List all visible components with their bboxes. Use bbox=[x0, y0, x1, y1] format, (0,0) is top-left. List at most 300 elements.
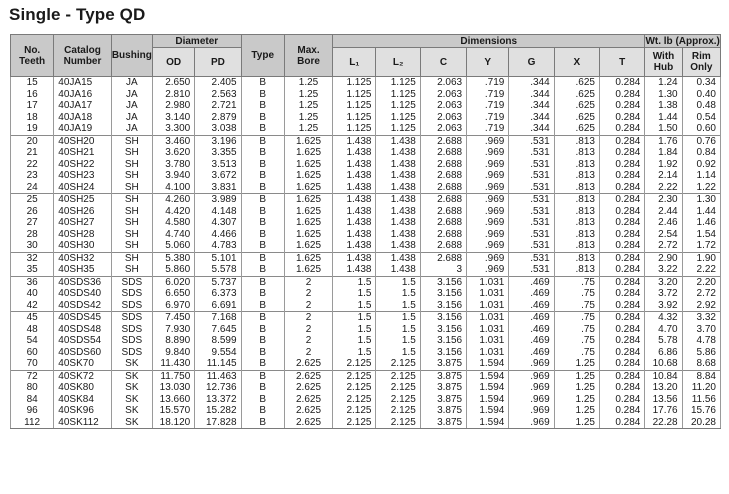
cell-l2: 1.438 bbox=[376, 147, 420, 159]
cell-l1: 1.5 bbox=[333, 288, 376, 300]
table-row bbox=[11, 123, 721, 135]
col-group-weight: Wt. lb (Approx.) bbox=[645, 35, 720, 47]
table-row bbox=[11, 240, 721, 252]
cell-g: .969 bbox=[509, 370, 554, 382]
cell-catalog-number: 40SDS48 bbox=[54, 324, 111, 336]
cell-pd: 7.645 bbox=[195, 324, 241, 336]
cell-l1: 1.438 bbox=[333, 252, 376, 264]
cell-max-bore: 2 bbox=[284, 324, 332, 336]
cell-weight-with-hub: 13.20 bbox=[645, 382, 682, 394]
cell-l2: 2.125 bbox=[376, 405, 420, 417]
cell-l2: 1.438 bbox=[376, 135, 420, 147]
cell-bushing: SDS bbox=[111, 288, 152, 300]
cell-pd: 11.463 bbox=[195, 370, 241, 382]
cell-l2: 1.438 bbox=[376, 159, 420, 171]
cell-c: 2.688 bbox=[420, 135, 466, 147]
cell-max-bore: 2 bbox=[284, 347, 332, 359]
cell-bushing: SH bbox=[111, 229, 152, 241]
cell-l2: 1.5 bbox=[376, 300, 420, 312]
cell-l2: 2.125 bbox=[376, 417, 420, 429]
cell-catalog-number: 40SK112 bbox=[54, 417, 111, 429]
cell-weight-with-hub: 22.28 bbox=[645, 417, 682, 429]
cell-l1: 1.5 bbox=[333, 324, 376, 336]
cell-type: B bbox=[241, 147, 284, 159]
cell-x: .813 bbox=[554, 240, 599, 252]
cell-l1: 2.125 bbox=[333, 394, 376, 406]
cell-type: B bbox=[241, 335, 284, 347]
cell-teeth: 60 bbox=[11, 347, 54, 359]
cell-y: 1.594 bbox=[467, 382, 509, 394]
cell-od: 11.750 bbox=[152, 370, 194, 382]
col-header-l2: L₂ bbox=[376, 48, 420, 77]
cell-bushing: SH bbox=[111, 206, 152, 218]
cell-g: .531 bbox=[509, 135, 554, 147]
cell-l1: 1.438 bbox=[333, 159, 376, 171]
cell-max-bore: 2.625 bbox=[284, 417, 332, 429]
cell-l2: 2.125 bbox=[376, 382, 420, 394]
cell-pd: 15.282 bbox=[195, 405, 241, 417]
cell-weight-with-hub: 2.54 bbox=[645, 229, 682, 241]
cell-weight-with-hub: 1.30 bbox=[645, 89, 682, 101]
cell-x: .625 bbox=[554, 123, 599, 135]
cell-pd: 13.372 bbox=[195, 394, 241, 406]
cell-max-bore: 1.25 bbox=[284, 89, 332, 101]
col-header-with-hub: With Hub bbox=[645, 48, 682, 77]
col-header-pd: PD bbox=[195, 48, 241, 77]
cell-t: 0.284 bbox=[600, 264, 645, 276]
cell-weight-rim-only: 0.84 bbox=[682, 147, 720, 159]
cell-y: .719 bbox=[467, 112, 509, 124]
cell-max-bore: 1.25 bbox=[284, 100, 332, 112]
cell-bushing: SDS bbox=[111, 276, 152, 288]
cell-x: .625 bbox=[554, 112, 599, 124]
cell-y: .969 bbox=[467, 170, 509, 182]
cell-g: .531 bbox=[509, 206, 554, 218]
cell-type: B bbox=[241, 229, 284, 241]
cell-c: 3.156 bbox=[420, 276, 466, 288]
cell-catalog-number: 40SDS45 bbox=[54, 312, 111, 324]
cell-bushing: SDS bbox=[111, 347, 152, 359]
cell-x: .75 bbox=[554, 335, 599, 347]
table-body bbox=[11, 77, 721, 429]
cell-l2: 1.438 bbox=[376, 229, 420, 241]
cell-weight-with-hub: 4.32 bbox=[645, 312, 682, 324]
table-row bbox=[11, 335, 721, 347]
table-row bbox=[11, 147, 721, 159]
cell-l1: 1.438 bbox=[333, 182, 376, 194]
table-row bbox=[11, 135, 721, 147]
cell-max-bore: 1.25 bbox=[284, 112, 332, 124]
cell-y: .969 bbox=[467, 264, 509, 276]
cell-pd: 11.145 bbox=[195, 358, 241, 370]
cell-g: .531 bbox=[509, 159, 554, 171]
cell-c: 2.063 bbox=[420, 100, 466, 112]
cell-g: .531 bbox=[509, 264, 554, 276]
cell-max-bore: 2 bbox=[284, 312, 332, 324]
cell-catalog-number: 40SH22 bbox=[54, 159, 111, 171]
cell-t: 0.284 bbox=[600, 147, 645, 159]
cell-g: .531 bbox=[509, 194, 554, 206]
cell-type: B bbox=[241, 89, 284, 101]
cell-pd: 4.783 bbox=[195, 240, 241, 252]
cell-l1: 1.125 bbox=[333, 123, 376, 135]
cell-l1: 1.5 bbox=[333, 276, 376, 288]
cell-catalog-number: 40SK72 bbox=[54, 370, 111, 382]
cell-y: .719 bbox=[467, 77, 509, 89]
cell-l2: 1.438 bbox=[376, 206, 420, 218]
cell-max-bore: 1.625 bbox=[284, 217, 332, 229]
cell-type: B bbox=[241, 77, 284, 89]
cell-weight-with-hub: 1.24 bbox=[645, 77, 682, 89]
cell-bushing: SK bbox=[111, 405, 152, 417]
cell-catalog-number: 40SH20 bbox=[54, 135, 111, 147]
cell-catalog-number: 40SDS36 bbox=[54, 276, 111, 288]
cell-bushing: SH bbox=[111, 194, 152, 206]
cell-x: 1.25 bbox=[554, 382, 599, 394]
cell-weight-rim-only: 8.68 bbox=[682, 358, 720, 370]
cell-bushing: SK bbox=[111, 370, 152, 382]
cell-c: 3.875 bbox=[420, 358, 466, 370]
cell-l1: 1.5 bbox=[333, 312, 376, 324]
cell-bushing: SH bbox=[111, 159, 152, 171]
cell-max-bore: 1.25 bbox=[284, 123, 332, 135]
cell-bushing: SDS bbox=[111, 312, 152, 324]
cell-l2: 1.125 bbox=[376, 77, 420, 89]
cell-catalog-number: 40JA17 bbox=[54, 100, 111, 112]
cell-teeth: 84 bbox=[11, 394, 54, 406]
cell-catalog-number: 40SK84 bbox=[54, 394, 111, 406]
cell-max-bore: 2 bbox=[284, 288, 332, 300]
cell-weight-rim-only: 3.70 bbox=[682, 324, 720, 336]
cell-l1: 1.438 bbox=[333, 135, 376, 147]
cell-catalog-number: 40SH21 bbox=[54, 147, 111, 159]
cell-od: 2.810 bbox=[152, 89, 194, 101]
cell-bushing: SDS bbox=[111, 300, 152, 312]
cell-g: .531 bbox=[509, 182, 554, 194]
cell-t: 0.284 bbox=[600, 100, 645, 112]
cell-l1: 2.125 bbox=[333, 358, 376, 370]
cell-teeth: 27 bbox=[11, 217, 54, 229]
cell-x: 1.25 bbox=[554, 358, 599, 370]
cell-od: 3.940 bbox=[152, 170, 194, 182]
cell-max-bore: 1.625 bbox=[284, 264, 332, 276]
cell-c: 3.875 bbox=[420, 405, 466, 417]
cell-x: .813 bbox=[554, 135, 599, 147]
cell-bushing: JA bbox=[111, 100, 152, 112]
cell-bushing: SK bbox=[111, 382, 152, 394]
cell-catalog-number: 40SDS40 bbox=[54, 288, 111, 300]
cell-od: 13.030 bbox=[152, 382, 194, 394]
cell-pd: 6.691 bbox=[195, 300, 241, 312]
cell-weight-rim-only: 5.86 bbox=[682, 347, 720, 359]
cell-t: 0.284 bbox=[600, 135, 645, 147]
cell-c: 2.688 bbox=[420, 159, 466, 171]
cell-l2: 1.5 bbox=[376, 324, 420, 336]
cell-teeth: 28 bbox=[11, 229, 54, 241]
cell-teeth: 80 bbox=[11, 382, 54, 394]
cell-y: .969 bbox=[467, 240, 509, 252]
cell-max-bore: 2.625 bbox=[284, 405, 332, 417]
cell-pd: 2.405 bbox=[195, 77, 241, 89]
cell-teeth: 19 bbox=[11, 123, 54, 135]
cell-x: .813 bbox=[554, 147, 599, 159]
cell-catalog-number: 40SDS42 bbox=[54, 300, 111, 312]
cell-y: .969 bbox=[467, 206, 509, 218]
cell-y: .969 bbox=[467, 135, 509, 147]
cell-c: 2.063 bbox=[420, 112, 466, 124]
cell-g: .969 bbox=[509, 382, 554, 394]
cell-c: 2.688 bbox=[420, 170, 466, 182]
cell-y: .969 bbox=[467, 194, 509, 206]
cell-max-bore: 1.625 bbox=[284, 135, 332, 147]
cell-l2: 1.5 bbox=[376, 335, 420, 347]
table-row bbox=[11, 417, 721, 429]
cell-x: .625 bbox=[554, 89, 599, 101]
cell-weight-with-hub: 3.92 bbox=[645, 300, 682, 312]
cell-max-bore: 2 bbox=[284, 300, 332, 312]
cell-weight-with-hub: 6.86 bbox=[645, 347, 682, 359]
table-row bbox=[11, 100, 721, 112]
cell-weight-rim-only: 2.92 bbox=[682, 300, 720, 312]
cell-g: .469 bbox=[509, 276, 554, 288]
cell-c: 3.156 bbox=[420, 312, 466, 324]
cell-t: 0.284 bbox=[600, 77, 645, 89]
cell-type: B bbox=[241, 312, 284, 324]
table-row bbox=[11, 182, 721, 194]
cell-pd: 3.196 bbox=[195, 135, 241, 147]
cell-g: .344 bbox=[509, 100, 554, 112]
cell-weight-rim-only: 0.48 bbox=[682, 100, 720, 112]
cell-weight-with-hub: 3.72 bbox=[645, 288, 682, 300]
cell-c: 2.063 bbox=[420, 77, 466, 89]
table-row bbox=[11, 252, 721, 264]
cell-l1: 1.125 bbox=[333, 100, 376, 112]
cell-type: B bbox=[241, 159, 284, 171]
cell-max-bore: 1.625 bbox=[284, 182, 332, 194]
cell-weight-rim-only: 0.60 bbox=[682, 123, 720, 135]
cell-l2: 1.125 bbox=[376, 112, 420, 124]
cell-pd: 5.578 bbox=[195, 264, 241, 276]
cell-od: 3.780 bbox=[152, 159, 194, 171]
cell-t: 0.284 bbox=[600, 112, 645, 124]
cell-pd: 3.513 bbox=[195, 159, 241, 171]
cell-weight-rim-only: 4.78 bbox=[682, 335, 720, 347]
cell-c: 3.875 bbox=[420, 417, 466, 429]
table-row bbox=[11, 370, 721, 382]
cell-l2: 2.125 bbox=[376, 370, 420, 382]
cell-l1: 2.125 bbox=[333, 370, 376, 382]
table-row bbox=[11, 159, 721, 171]
cell-teeth: 21 bbox=[11, 147, 54, 159]
cell-pd: 5.101 bbox=[195, 252, 241, 264]
cell-l1: 1.438 bbox=[333, 229, 376, 241]
cell-weight-rim-only: 11.20 bbox=[682, 382, 720, 394]
col-header-c: C bbox=[420, 48, 466, 77]
cell-weight-rim-only: 1.44 bbox=[682, 206, 720, 218]
table-row bbox=[11, 229, 721, 241]
cell-type: B bbox=[241, 276, 284, 288]
cell-weight-with-hub: 2.30 bbox=[645, 194, 682, 206]
cell-bushing: SH bbox=[111, 170, 152, 182]
cell-bushing: JA bbox=[111, 77, 152, 89]
cell-x: .75 bbox=[554, 300, 599, 312]
cell-catalog-number: 40SH32 bbox=[54, 252, 111, 264]
cell-type: B bbox=[241, 324, 284, 336]
cell-y: 1.031 bbox=[467, 347, 509, 359]
cell-c: 2.688 bbox=[420, 240, 466, 252]
cell-pd: 7.168 bbox=[195, 312, 241, 324]
cell-l1: 1.438 bbox=[333, 194, 376, 206]
cell-od: 8.890 bbox=[152, 335, 194, 347]
cell-weight-with-hub: 3.22 bbox=[645, 264, 682, 276]
cell-g: .969 bbox=[509, 405, 554, 417]
cell-t: 0.284 bbox=[600, 405, 645, 417]
cell-t: 0.284 bbox=[600, 370, 645, 382]
col-header-od: OD bbox=[152, 48, 194, 77]
cell-weight-with-hub: 1.84 bbox=[645, 147, 682, 159]
cell-g: .344 bbox=[509, 77, 554, 89]
cell-g: .969 bbox=[509, 417, 554, 429]
cell-g: .469 bbox=[509, 312, 554, 324]
cell-g: .531 bbox=[509, 252, 554, 264]
cell-bushing: JA bbox=[111, 89, 152, 101]
cell-weight-with-hub: 2.90 bbox=[645, 252, 682, 264]
cell-catalog-number: 40SH28 bbox=[54, 229, 111, 241]
cell-l2: 1.5 bbox=[376, 276, 420, 288]
cell-type: B bbox=[241, 358, 284, 370]
col-header-rim-only: Rim Only bbox=[682, 48, 720, 77]
cell-pd: 4.307 bbox=[195, 217, 241, 229]
cell-type: B bbox=[241, 135, 284, 147]
table-row bbox=[11, 170, 721, 182]
cell-c: 2.688 bbox=[420, 182, 466, 194]
cell-weight-with-hub: 1.38 bbox=[645, 100, 682, 112]
cell-teeth: 42 bbox=[11, 300, 54, 312]
cell-x: .625 bbox=[554, 100, 599, 112]
cell-t: 0.284 bbox=[600, 252, 645, 264]
cell-weight-rim-only: 0.54 bbox=[682, 112, 720, 124]
table-row bbox=[11, 264, 721, 276]
cell-type: B bbox=[241, 252, 284, 264]
cell-teeth: 30 bbox=[11, 240, 54, 252]
cell-x: .813 bbox=[554, 217, 599, 229]
cell-g: .469 bbox=[509, 288, 554, 300]
cell-pd: 9.554 bbox=[195, 347, 241, 359]
cell-x: .625 bbox=[554, 77, 599, 89]
cell-l2: 2.125 bbox=[376, 358, 420, 370]
cell-bushing: SH bbox=[111, 252, 152, 264]
cell-teeth: 112 bbox=[11, 417, 54, 429]
cell-pd: 2.721 bbox=[195, 100, 241, 112]
cell-weight-rim-only: 1.14 bbox=[682, 170, 720, 182]
cell-max-bore: 2.625 bbox=[284, 382, 332, 394]
cell-g: .469 bbox=[509, 347, 554, 359]
cell-max-bore: 1.625 bbox=[284, 229, 332, 241]
cell-weight-with-hub: 1.92 bbox=[645, 159, 682, 171]
cell-od: 7.450 bbox=[152, 312, 194, 324]
cell-teeth: 36 bbox=[11, 276, 54, 288]
cell-catalog-number: 40SH24 bbox=[54, 182, 111, 194]
cell-teeth: 15 bbox=[11, 77, 54, 89]
cell-pd: 2.563 bbox=[195, 89, 241, 101]
cell-x: .813 bbox=[554, 159, 599, 171]
cell-x: .75 bbox=[554, 347, 599, 359]
cell-teeth: 72 bbox=[11, 370, 54, 382]
cell-x: 1.25 bbox=[554, 405, 599, 417]
cell-teeth: 17 bbox=[11, 100, 54, 112]
cell-l2: 1.438 bbox=[376, 217, 420, 229]
cell-type: B bbox=[241, 217, 284, 229]
cell-pd: 17.828 bbox=[195, 417, 241, 429]
cell-bushing: SDS bbox=[111, 324, 152, 336]
cell-x: .75 bbox=[554, 324, 599, 336]
cell-weight-rim-only: 1.46 bbox=[682, 217, 720, 229]
cell-type: B bbox=[241, 123, 284, 135]
cell-teeth: 40 bbox=[11, 288, 54, 300]
cell-x: .813 bbox=[554, 182, 599, 194]
cell-g: .531 bbox=[509, 240, 554, 252]
cell-type: B bbox=[241, 170, 284, 182]
cell-c: 3.156 bbox=[420, 288, 466, 300]
cell-od: 11.430 bbox=[152, 358, 194, 370]
cell-l1: 2.125 bbox=[333, 382, 376, 394]
cell-pd: 2.879 bbox=[195, 112, 241, 124]
cell-bushing: SH bbox=[111, 217, 152, 229]
cell-type: B bbox=[241, 405, 284, 417]
cell-od: 4.260 bbox=[152, 194, 194, 206]
cell-y: .719 bbox=[467, 100, 509, 112]
cell-catalog-number: 40SH35 bbox=[54, 264, 111, 276]
cell-g: .344 bbox=[509, 112, 554, 124]
cell-t: 0.284 bbox=[600, 312, 645, 324]
col-header-type: Type bbox=[241, 35, 284, 77]
cell-t: 0.284 bbox=[600, 417, 645, 429]
cell-c: 3.875 bbox=[420, 382, 466, 394]
cell-weight-rim-only: 0.92 bbox=[682, 159, 720, 171]
cell-bushing: SK bbox=[111, 394, 152, 406]
cell-bushing: SK bbox=[111, 358, 152, 370]
cell-od: 18.120 bbox=[152, 417, 194, 429]
cell-x: .75 bbox=[554, 276, 599, 288]
cell-t: 0.284 bbox=[600, 206, 645, 218]
cell-type: B bbox=[241, 347, 284, 359]
cell-l1: 1.5 bbox=[333, 335, 376, 347]
cell-y: 1.031 bbox=[467, 335, 509, 347]
col-header-l1: L₁ bbox=[333, 48, 376, 77]
cell-teeth: 54 bbox=[11, 335, 54, 347]
cell-l1: 1.438 bbox=[333, 147, 376, 159]
table-row bbox=[11, 206, 721, 218]
cell-y: 1.031 bbox=[467, 300, 509, 312]
table-row bbox=[11, 77, 721, 89]
col-header-bushing: Bushing bbox=[111, 35, 152, 77]
cell-od: 6.970 bbox=[152, 300, 194, 312]
cell-g: .531 bbox=[509, 229, 554, 241]
table-row bbox=[11, 112, 721, 124]
cell-weight-rim-only: 1.54 bbox=[682, 229, 720, 241]
cell-l1: 1.125 bbox=[333, 77, 376, 89]
cell-max-bore: 1.625 bbox=[284, 240, 332, 252]
cell-t: 0.284 bbox=[600, 240, 645, 252]
cell-pd: 3.355 bbox=[195, 147, 241, 159]
cell-l2: 1.125 bbox=[376, 100, 420, 112]
cell-l2: 1.5 bbox=[376, 312, 420, 324]
cell-od: 3.300 bbox=[152, 123, 194, 135]
cell-t: 0.284 bbox=[600, 300, 645, 312]
cell-teeth: 32 bbox=[11, 252, 54, 264]
cell-od: 2.650 bbox=[152, 77, 194, 89]
cell-pd: 12.736 bbox=[195, 382, 241, 394]
